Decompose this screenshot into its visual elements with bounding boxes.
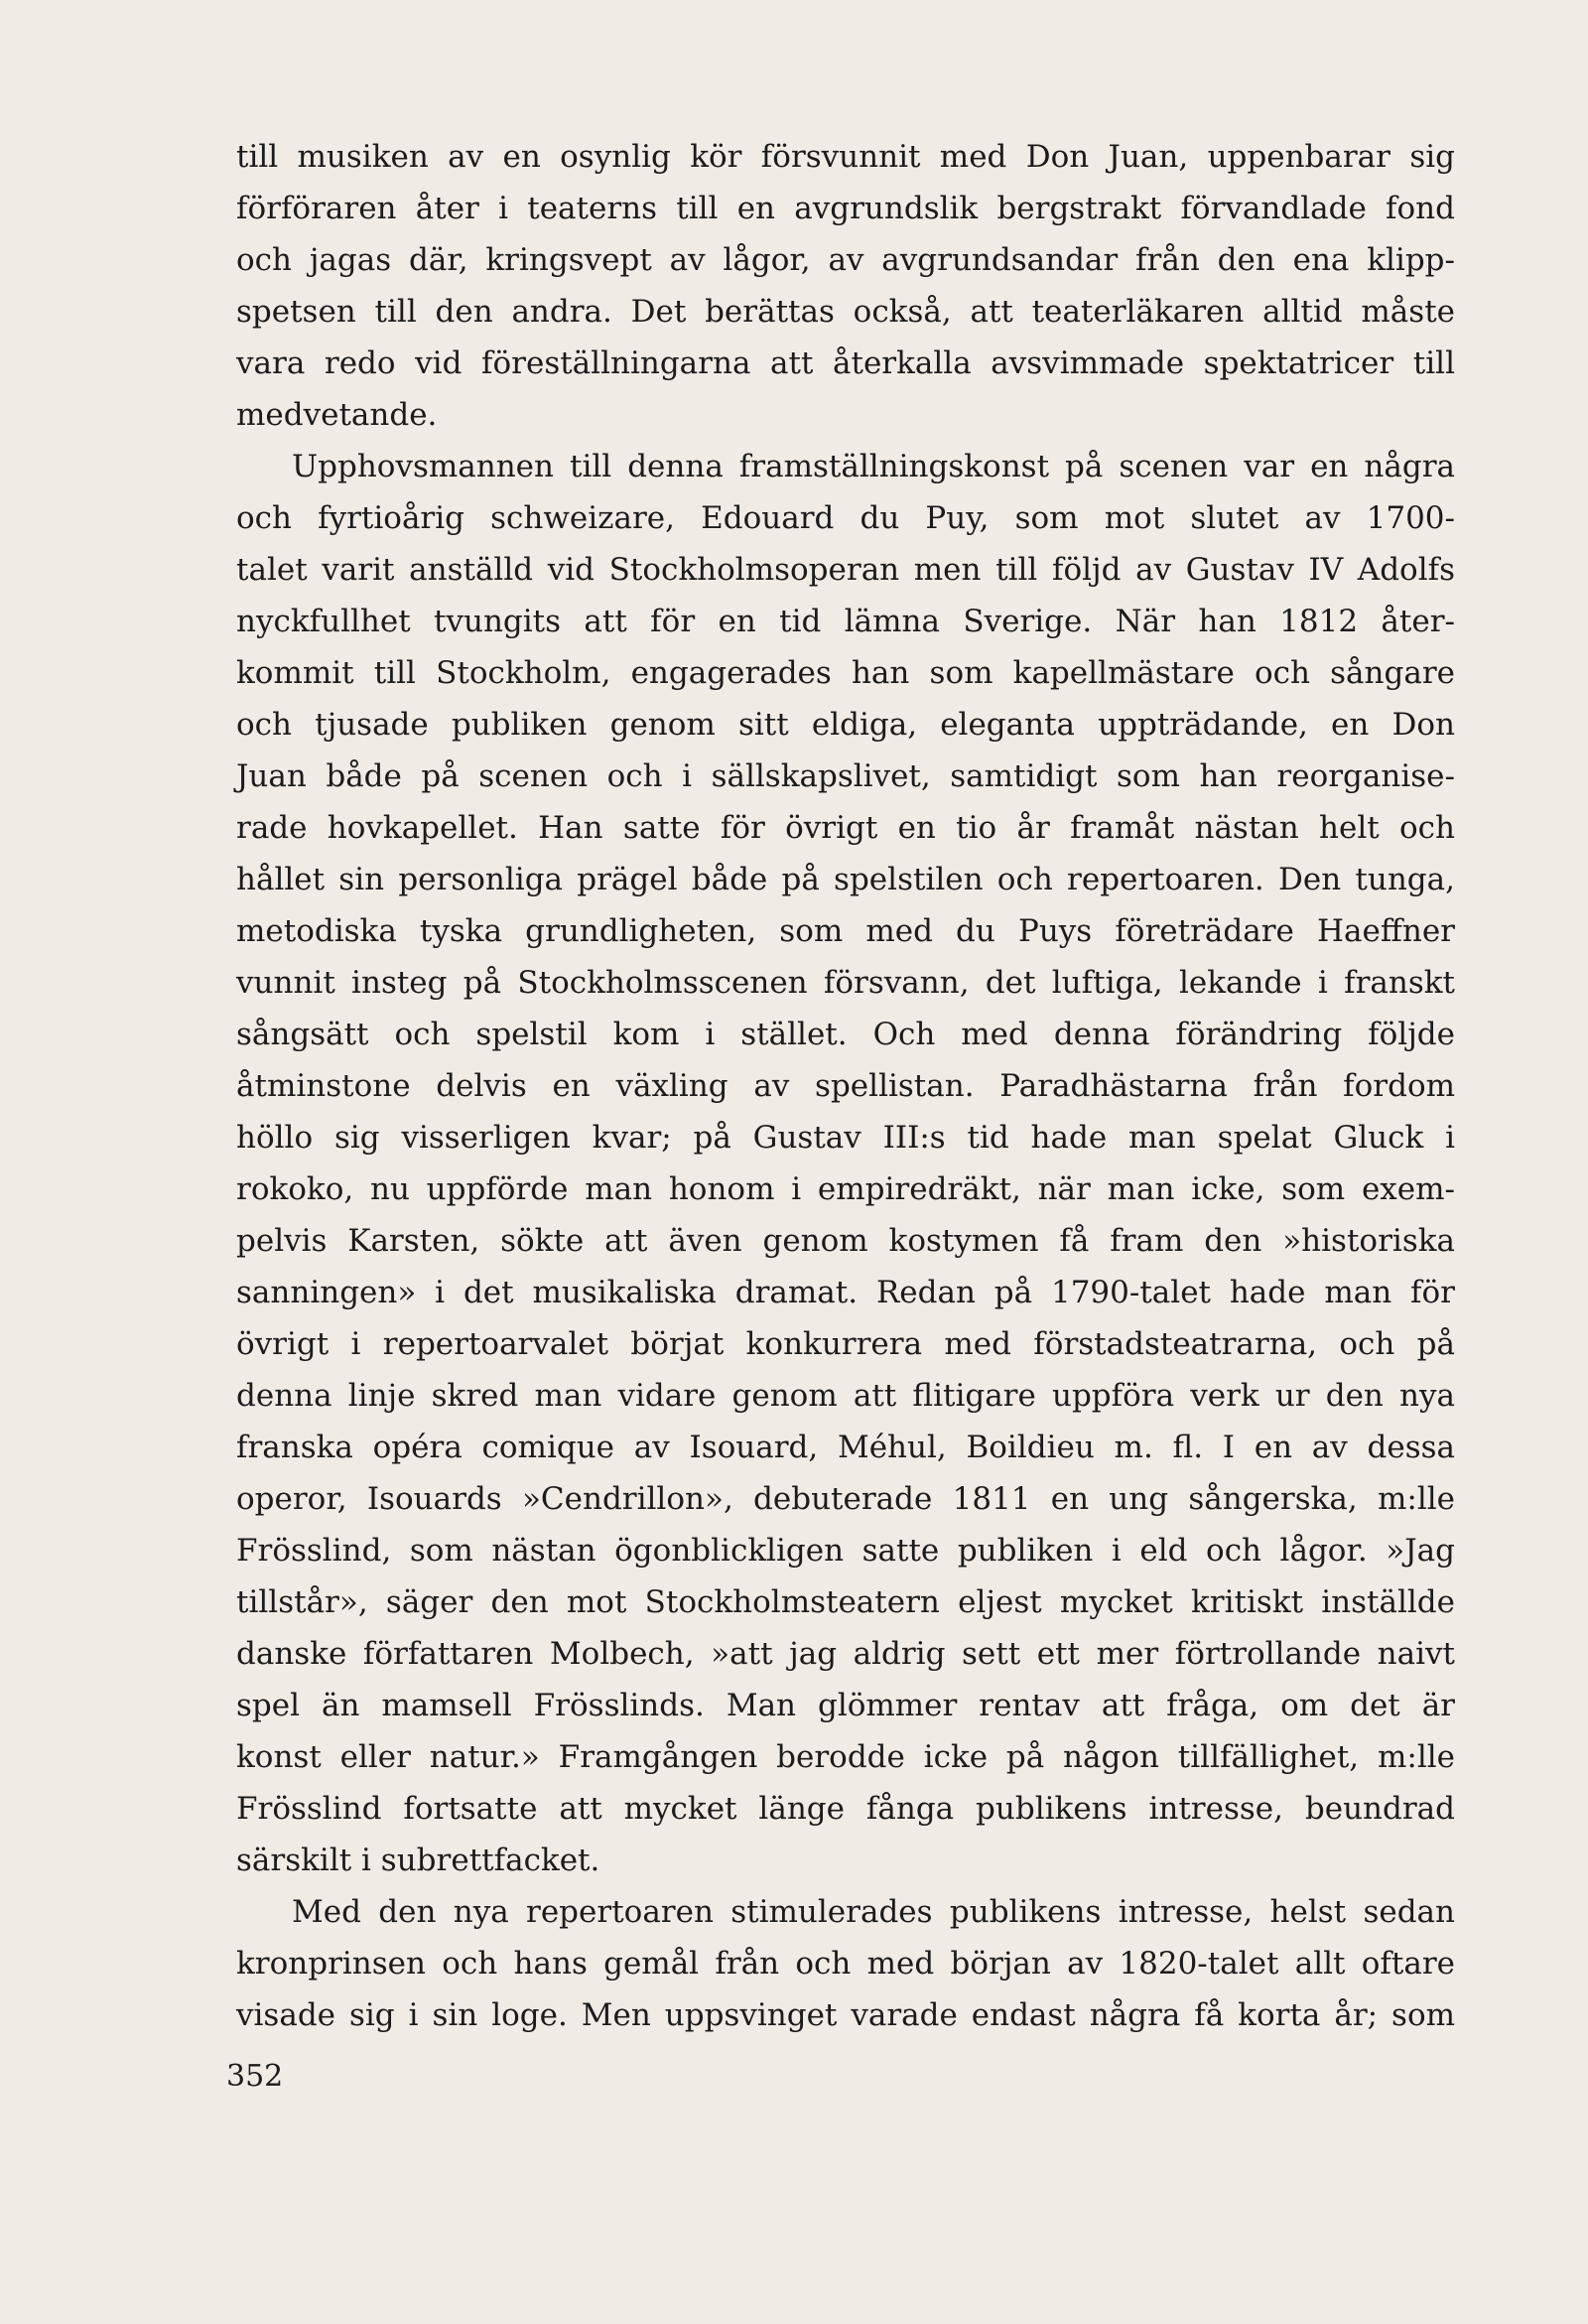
- text-line: till musiken av en osynlig kör försvunnit med Don Juan, uppenbarar sig: [236, 139, 1455, 175]
- text-line: pelvis Karsten, sökte att även genom kostymen få fram den »historiska: [236, 1223, 1455, 1259]
- text-line: Frösslind, som nästan ögonblickligen satte publiken i eld och lågor. »Jag: [236, 1533, 1455, 1569]
- text-line: Med den nya repertoaren stimulerades publikens intresse, helst sedan: [292, 1894, 1455, 1930]
- text-line: visade sig i sin loge. Men uppsvinget varade endast några få korta år; som: [236, 1997, 1455, 2033]
- text-line: konst eller natur.» Framgången berodde icke på någon tillfällighet, m:lle: [236, 1739, 1455, 1775]
- text-line: vunnit insteg på Stockholmsscenen försvann, det luftiga, lekande i franskt: [236, 965, 1455, 1001]
- text-line: metodiska tyska grundligheten, som med du Puys företrädare Haeffner: [236, 913, 1455, 949]
- text-line: särskilt i subrettfacket.: [236, 1843, 600, 1878]
- text-line: hållet sin personliga prägel både på spelstilen och repertoaren. Den tunga,: [236, 862, 1455, 897]
- text-line: och jagas där, kringsvept av lågor, av avgrundsandar från den ena klipp-: [236, 242, 1455, 278]
- text-line: övrigt i repertoarvalet börjat konkurrera med förstadsteatrarna, och på: [236, 1326, 1455, 1362]
- text-line: och fyrtioårig schweizare, Edouard du Puy, som mot slutet av 1700-: [236, 500, 1455, 536]
- body-text: [236, 131, 1455, 2041]
- text-line: tillstår», säger den mot Stockholmsteatern eljest mycket kritiskt inställde: [236, 1584, 1455, 1620]
- text-line: operor, Isouards »Cendrillon», debuterade 1811 en ung sångerska, m:lle: [236, 1481, 1455, 1517]
- text-line: kronprinsen och hans gemål från och med början av 1820-talet allt oftare: [236, 1946, 1455, 1982]
- text-line: sanningen» i det musikaliska dramat. Redan på 1790-talet hade man för: [236, 1275, 1455, 1310]
- text-line: Upphovsmannen till denna framställningskonst på scenen var en några: [292, 449, 1455, 484]
- text-line: medvetande.: [236, 397, 438, 433]
- text-line: spetsen till den andra. Det berättas också, att teaterläkaren alltid måste: [236, 294, 1455, 330]
- text-line: Frösslind fortsatte att mycket länge fånga publikens intresse, beundrad: [236, 1791, 1455, 1827]
- page-number: 352: [226, 2059, 284, 2094]
- text-line: franska opéra comique av Isouard, Méhul, Boildieu m. fl. I en av dessa: [236, 1430, 1455, 1465]
- text-line: förföraren åter i teaterns till en avgrundslik bergstrakt förvandlade fond: [236, 191, 1455, 226]
- text-line: danske författaren Molbech, »att jag aldrig sett ett mer förtrollande naivt: [236, 1636, 1455, 1672]
- text-line: talet varit anställd vid Stockholmsoperan men till följd av Gustav IV Adolfs: [236, 552, 1455, 588]
- text-line: spel än mamsell Frösslinds. Man glömmer rentav att fråga, om det är: [236, 1688, 1455, 1723]
- text-line: kommit till Stockholm, engagerades han som kapellmästare och sångare: [236, 655, 1455, 691]
- text-line: sångsätt och spelstil kom i stället. Och med denna förändring följde: [236, 1017, 1455, 1052]
- text-line: rokoko, nu uppförde man honom i empiredräkt, när man icke, som exem-: [236, 1171, 1455, 1207]
- text-line: åtminstone delvis en växling av spellistan. Paradhästarna från fordom: [236, 1068, 1455, 1104]
- text-line: vara redo vid föreställningarna att återkalla avsvimmade spektatricer till: [236, 345, 1455, 381]
- text-line: höllo sig visserligen kvar; på Gustav III:s tid hade man spelat Gluck i: [236, 1120, 1455, 1156]
- text-line: och tjusade publiken genom sitt eldiga, eleganta uppträdande, en Don: [236, 707, 1455, 743]
- text-line: Juan både på scenen och i sällskapslivet, samtidigt som han reorganise-: [236, 758, 1455, 794]
- text-line: rade hovkapellet. Han satte för övrigt en tio år framåt nästan helt och: [236, 810, 1455, 846]
- text-line: denna linje skred man vidare genom att flitigare uppföra verk ur den nya: [236, 1378, 1455, 1414]
- text-line: nyckfullhet tvungits att för en tid lämna Sverige. När han 1812 åter-: [236, 604, 1455, 639]
